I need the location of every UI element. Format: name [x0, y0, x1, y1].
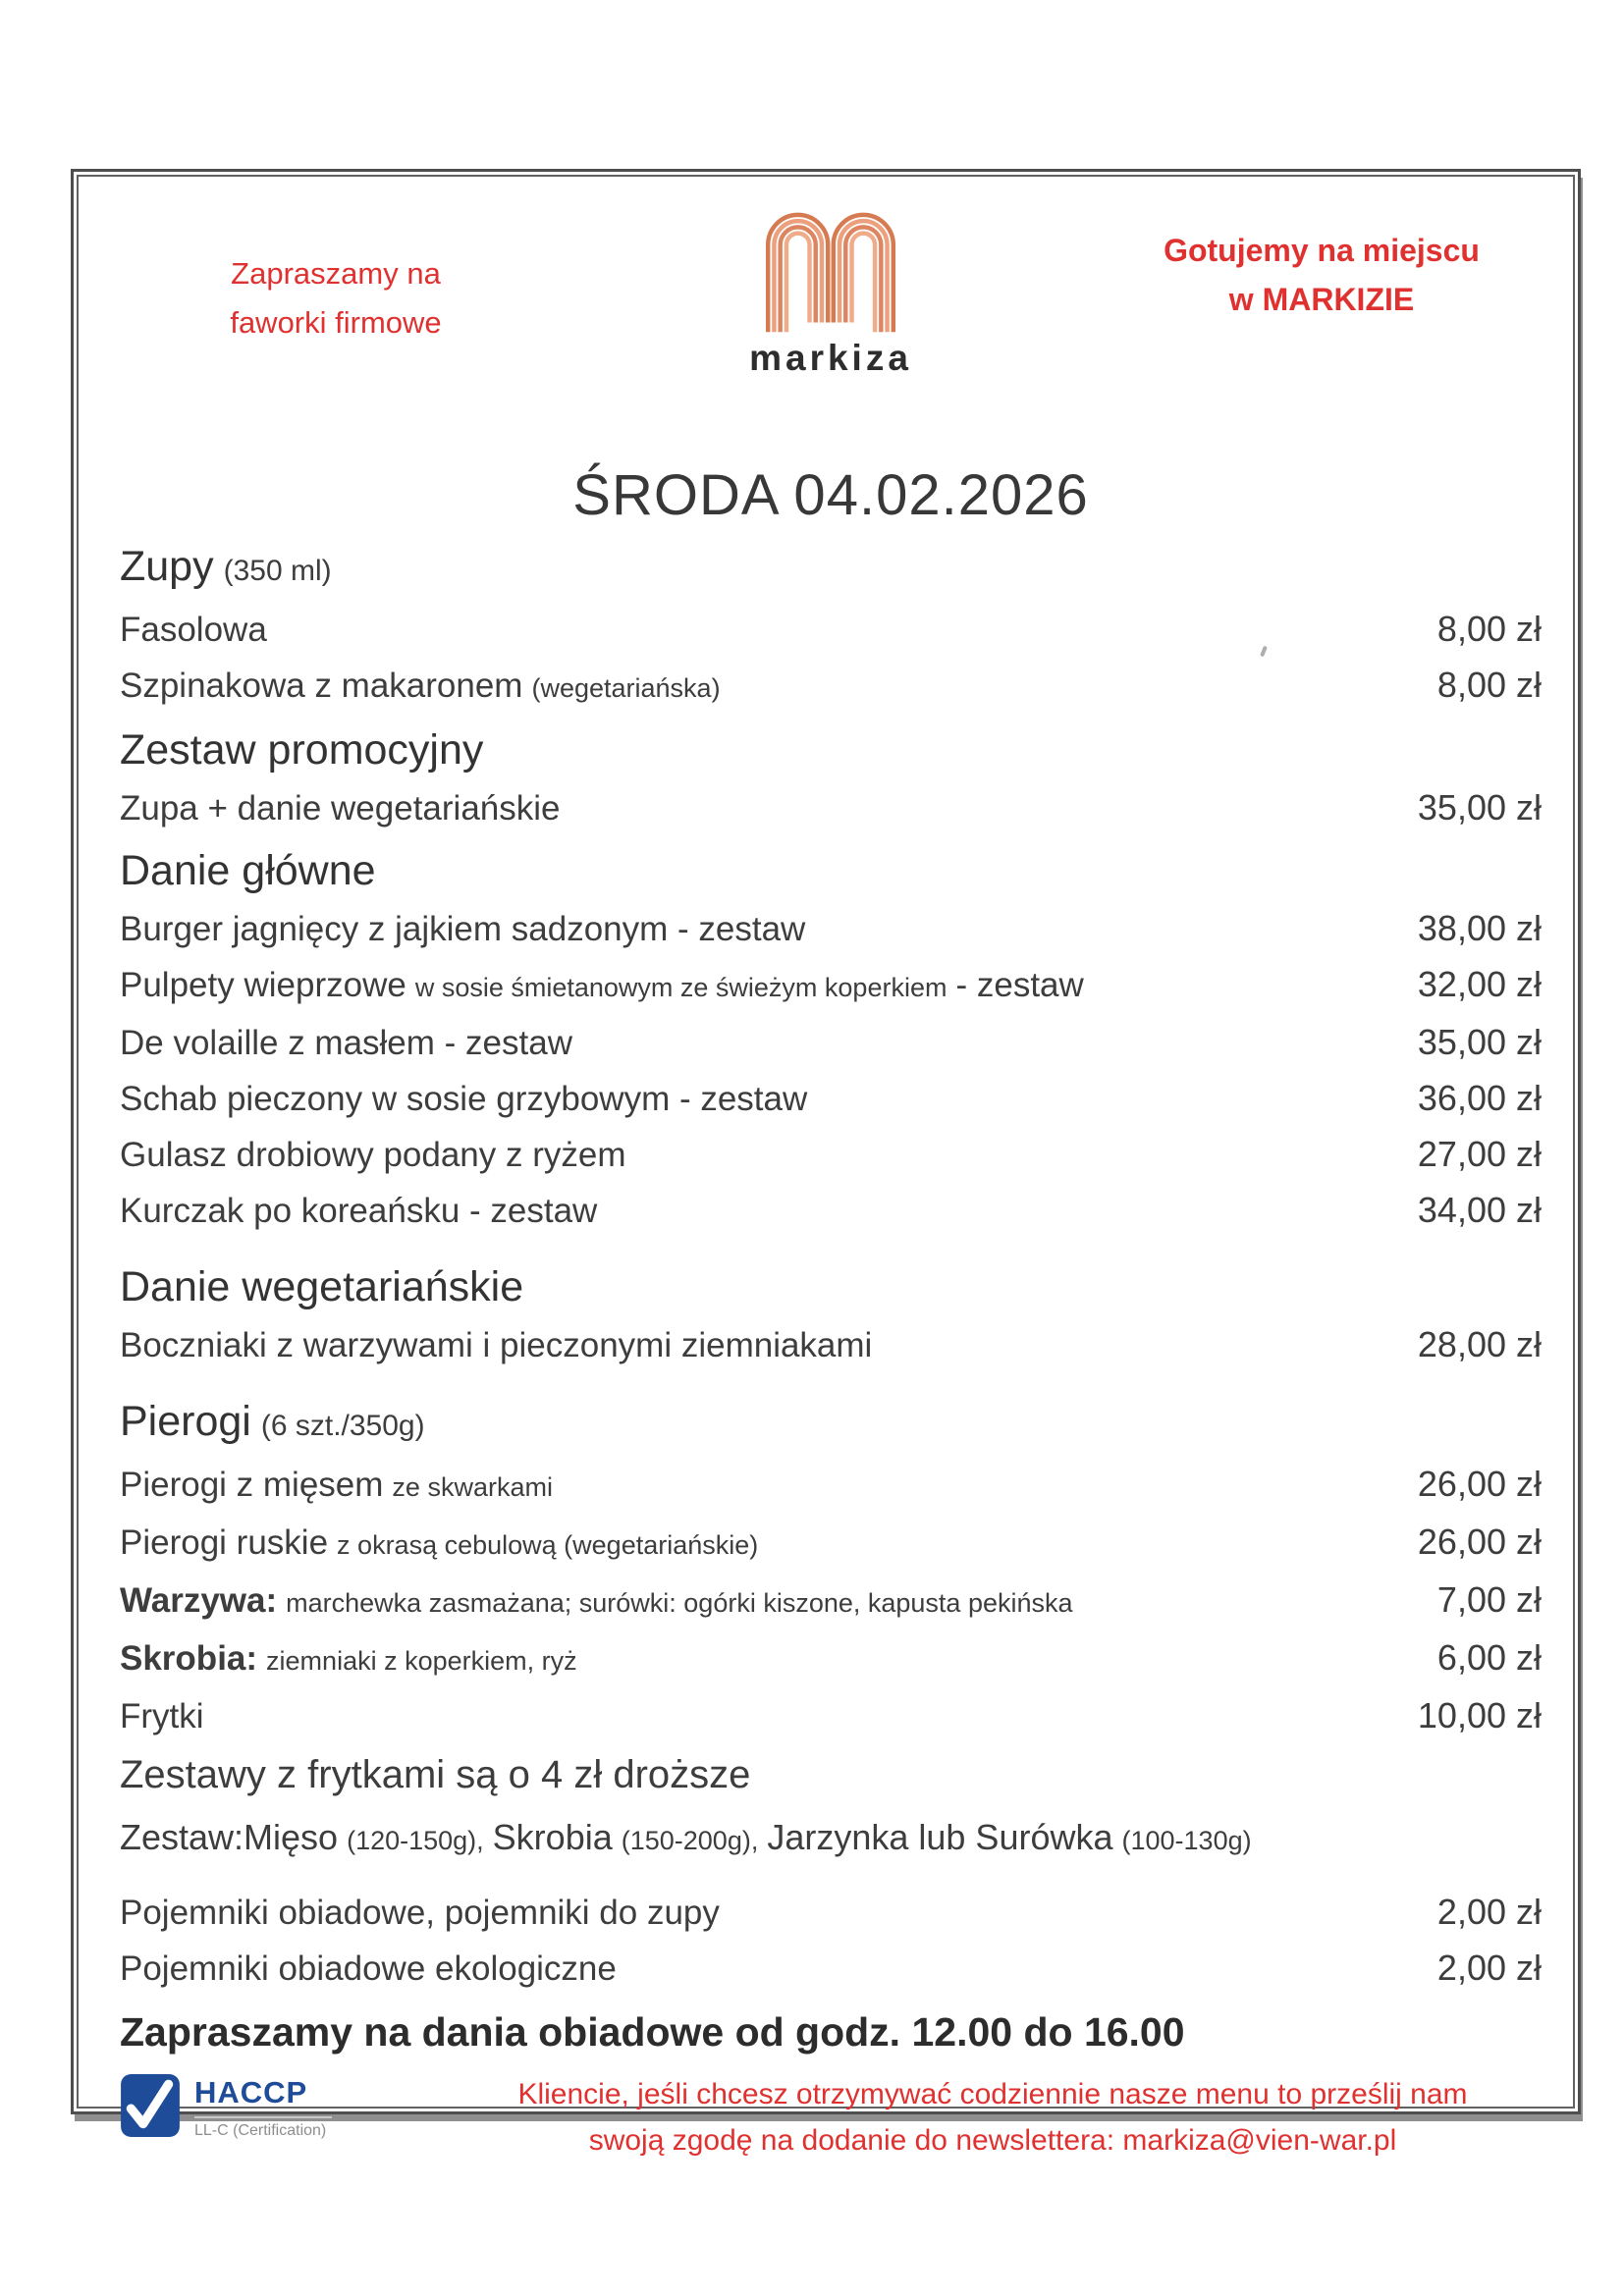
haccp-text-block: [194, 2073, 332, 2140]
item-name: [120, 1516, 1394, 1573]
item-name-main: Frytki: [120, 1697, 204, 1735]
menu-item-row: [120, 602, 1542, 658]
haccp-certification-block: [120, 2069, 444, 2143]
zestaw-weight: (100-130g): [1121, 1826, 1252, 1855]
zestaw-part: Zestaw:Mięso: [120, 1817, 339, 1857]
section-heading-zupy: [120, 536, 1542, 602]
item-name: [120, 902, 1394, 957]
page-title: ŚRODA 04.02.2026: [572, 463, 1089, 527]
menu-item-row: [120, 1941, 1542, 1997]
item-name-main: Fasolowa: [120, 611, 267, 649]
item-name: [120, 1128, 1394, 1183]
zestaw-composition-note: [120, 1805, 1542, 1873]
section-heading-text: Zupy: [120, 543, 214, 590]
item-name-detail: (wegetariańska): [531, 673, 721, 703]
menu-item-row: [120, 1127, 1542, 1183]
haccp-check-icon: [120, 2073, 181, 2143]
item-price: 7,00 zł: [1436, 1579, 1542, 1620]
item-price: 8,00 zł: [1436, 609, 1542, 649]
item-price: 6,00 zł: [1436, 1637, 1542, 1678]
item-price: 2,00 zł: [1436, 1892, 1542, 1932]
item-price: 35,00 zł: [1417, 787, 1542, 828]
section-heading-text: Pierogi: [120, 1398, 251, 1445]
item-name-main: Szpinakowa z makaronem: [120, 667, 523, 705]
item-price: 35,00 zł: [1417, 1022, 1542, 1062]
menu-item-row: [120, 901, 1542, 957]
item-name: [120, 659, 1414, 716]
menu-item-row: [120, 1015, 1542, 1071]
haccp-subtitle: LL-C (Certification): [194, 2122, 327, 2139]
item-price: 10,00 zł: [1417, 1695, 1542, 1735]
promo-left-line1: Zapraszamy na: [231, 256, 441, 291]
item-name-main: Pojemniki obiadowe, pojemniki do zupy: [120, 1894, 720, 1932]
item-name-detail: ze skwarkami: [392, 1472, 553, 1502]
item-name-main: Schab pieczony w sosie grzybowym - zestaw: [120, 1080, 808, 1118]
item-name: [120, 1886, 1414, 1941]
menu-item-row: [120, 658, 1542, 716]
item-name: [120, 1072, 1394, 1127]
item-name-main: Pierogi z mięsem: [120, 1466, 384, 1504]
menu-header: [120, 177, 1542, 463]
logo-block: [746, 198, 915, 379]
menu-item-row: [120, 957, 1542, 1015]
containers-group: [120, 1885, 1542, 1997]
zestaw-weight: (120-150g),: [347, 1826, 484, 1855]
item-name-label: Skrobia:: [120, 1639, 258, 1678]
menu-item-row: [120, 1515, 1542, 1573]
item-name: [120, 1689, 1394, 1744]
menu-item-row: [120, 1457, 1542, 1515]
promo-right-line2: w MARKIZIE: [1228, 282, 1415, 317]
newsletter-line1: Kliencie, jeśli chcesz otrzymywać codziennie nasze menu to prześlij nam: [517, 2078, 1468, 2110]
promo-right-note: [1106, 226, 1538, 324]
item-name: [120, 1631, 1414, 1688]
menu-page-inner-frame: [77, 175, 1575, 2157]
haccp-title: HACCP: [194, 2075, 308, 2109]
item-name-detail: w sosie śmietanowym ze świeżym koperkiem: [414, 973, 947, 1002]
item-name: [120, 781, 1394, 836]
promo-left-line2: faworki firmowe: [230, 305, 442, 340]
item-name-main: Pulpety wieprzowe: [120, 966, 406, 1004]
item-name-main: Pojemniki obiadowe ekologiczne: [120, 1949, 617, 1988]
item-name: [120, 1016, 1394, 1071]
item-price: 28,00 zł: [1417, 1324, 1542, 1364]
opening-hours-invite: Zapraszamy na dania obiadowe od godz. 12.00 do 16.00: [120, 2009, 1185, 2055]
item-name: [120, 603, 1414, 658]
page-footer: [120, 2069, 1542, 2163]
item-name-suffix: - zestaw: [955, 966, 1084, 1004]
section-heading-zestaw-promocyjny: [120, 720, 1542, 780]
section-heading-note: (350 ml): [223, 555, 332, 587]
item-price: 26,00 zł: [1417, 1464, 1542, 1504]
menu-item-row: [120, 1688, 1542, 1744]
section-heading-text: Danie główne: [120, 847, 376, 894]
menu-item-row: [120, 1317, 1542, 1373]
item-price: 8,00 zł: [1436, 665, 1542, 705]
item-price: 38,00 zł: [1417, 908, 1542, 948]
item-name-main: Zupa + danie wegetariańskie: [120, 789, 561, 828]
item-name: [120, 958, 1394, 1015]
menu-page-frame: [71, 169, 1581, 2157]
item-price: 34,00 zł: [1417, 1190, 1542, 1230]
zestaw-part: Skrobia: [492, 1817, 613, 1857]
menu-list: [120, 536, 1542, 2063]
item-name-main: Gulasz drobiowy podany z ryżem: [120, 1136, 626, 1174]
section-heading-text: Zestaw promocyjny: [120, 726, 484, 774]
item-name-detail: z okrasą cebulową (wegetariańskie): [337, 1530, 759, 1560]
menu-item-row: [120, 1183, 1542, 1239]
menu-item-row: [120, 1071, 1542, 1127]
section-heading-note: (6 szt./350g): [260, 1410, 425, 1442]
newsletter-note: [444, 2071, 1542, 2163]
menu-item-row: [120, 1573, 1542, 1630]
item-name-main: Kurczak po koreańsku - zestaw: [120, 1192, 598, 1230]
newsletter-line2: swoją zgodę na dodanie do newslettera: markiza@vien-war.pl: [588, 2124, 1397, 2157]
item-name-detail: marchewka zasmażana; surówki: ogórki kiszone, kapusta pekińska: [286, 1588, 1073, 1618]
item-name: [120, 1458, 1394, 1515]
item-name-detail: ziemniaki z koperkiem, ryż: [266, 1646, 577, 1676]
item-name-main: Pierogi ruskie: [120, 1523, 329, 1562]
section-heading-text: Danie wegetariańskie: [120, 1263, 524, 1310]
menu-item-row: [120, 1630, 1542, 1688]
zestaw-part: Jarzynka lub Surówka: [767, 1817, 1113, 1857]
item-name-label: Warzywa:: [120, 1581, 278, 1620]
menu-item-row: [120, 1885, 1542, 1941]
item-name: [120, 1942, 1414, 1997]
item-price: 26,00 zł: [1417, 1522, 1542, 1562]
item-price: 2,00 zł: [1436, 1948, 1542, 1988]
item-price: 32,00 zł: [1417, 964, 1542, 1004]
logo-wordmark: markiza: [749, 338, 912, 378]
markiza-logo-icon: [746, 198, 915, 338]
promo-left-note: [149, 249, 522, 347]
item-name: [120, 1184, 1394, 1239]
promo-right-line1: Gotujemy na miejscu: [1164, 233, 1480, 268]
fries-surcharge-note: Zestawy z frytkami są o 4 zł droższe: [120, 1753, 751, 1796]
item-name: [120, 1574, 1414, 1630]
item-name-main: Burger jagnięcy z jajkiem sadzonym - zestaw: [120, 910, 806, 948]
item-price: 27,00 zł: [1417, 1134, 1542, 1174]
section-heading-danie-wegetarianskie: [120, 1256, 1542, 1317]
section-heading-pierogi: [120, 1391, 1542, 1457]
item-name-main: De volaille z masłem - zestaw: [120, 1024, 572, 1062]
item-name: [120, 1318, 1394, 1373]
menu-item-row: [120, 780, 1542, 836]
section-heading-danie-glowne: [120, 840, 1542, 901]
item-price: 36,00 zł: [1417, 1078, 1542, 1118]
item-name-main: Boczniaki z warzywami i pieczonymi ziemniakami: [120, 1326, 873, 1364]
haccp-divider: [194, 2116, 332, 2118]
zestaw-weight: (150-200g),: [621, 1826, 759, 1855]
